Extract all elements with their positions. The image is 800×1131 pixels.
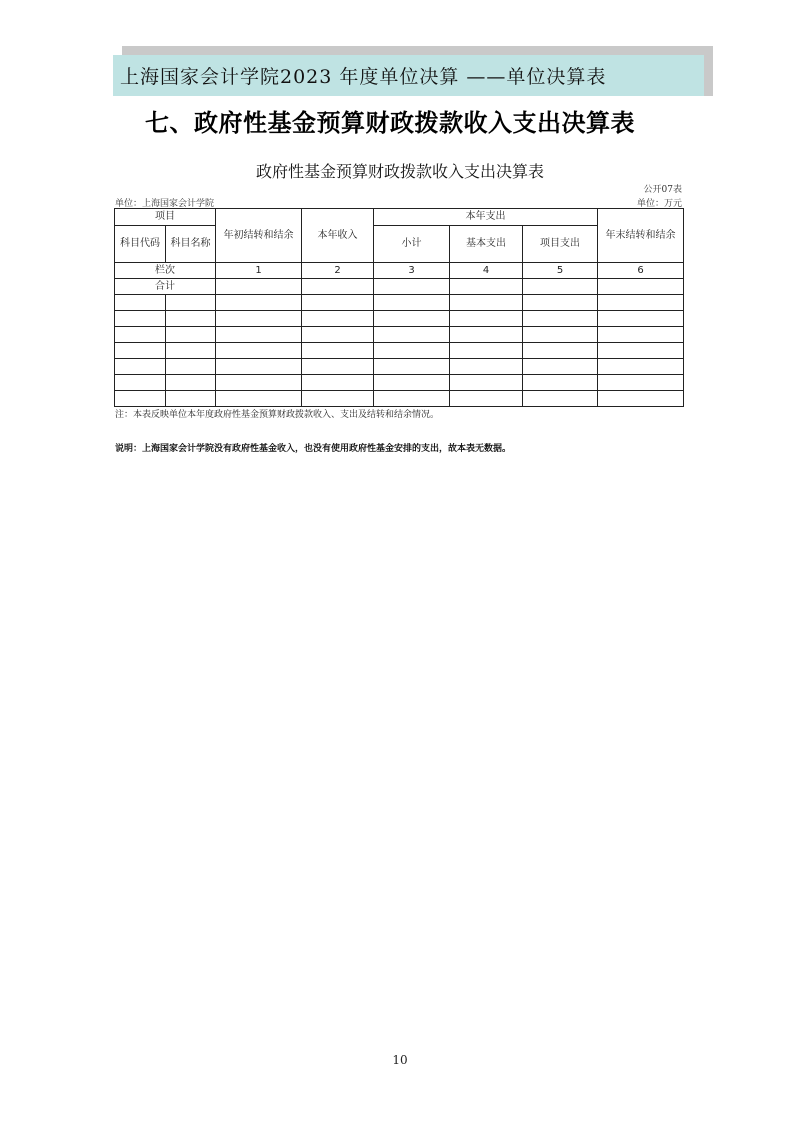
table-cell <box>302 391 374 407</box>
table-cell <box>374 343 450 359</box>
table-cell <box>166 295 216 311</box>
table-cell <box>115 359 166 375</box>
table-cell <box>115 327 166 343</box>
table-cell <box>523 375 598 391</box>
table-cell <box>374 327 450 343</box>
table-cell <box>450 343 523 359</box>
table-cell <box>374 359 450 375</box>
unit-currency: 单位：万元 <box>636 199 682 209</box>
table-cell <box>115 295 166 311</box>
header-subject-name: 科目名称 <box>166 226 216 263</box>
table-cell <box>450 375 523 391</box>
table-cell <box>216 295 302 311</box>
header-project-expense: 项目支出 <box>523 226 598 263</box>
header-opening-balance: 年初结转和结余 <box>216 209 302 263</box>
table-cell <box>523 343 598 359</box>
table-cell <box>216 359 302 375</box>
table-cell <box>115 375 166 391</box>
table-cell <box>598 343 684 359</box>
table-cell <box>523 279 598 295</box>
table-cell <box>374 375 450 391</box>
table-cell <box>374 391 450 407</box>
table-row <box>115 311 684 327</box>
table-cell <box>115 343 166 359</box>
table-cell <box>598 279 684 295</box>
table-cell <box>115 391 166 407</box>
table-cell <box>302 311 374 327</box>
unit-organization: 单位：上海国家会计学院 <box>115 199 215 209</box>
table-code: 公开07表 <box>643 185 682 195</box>
table-cell <box>450 311 523 327</box>
table-cell <box>216 279 302 295</box>
table-cell <box>166 391 216 407</box>
table-cell <box>216 375 302 391</box>
table-cell <box>166 327 216 343</box>
table-cell <box>216 327 302 343</box>
table-cell <box>450 391 523 407</box>
total-label: 合计 <box>115 279 216 295</box>
header-subtotal: 小计 <box>374 226 450 263</box>
total-row <box>115 279 684 295</box>
section-title: 七、政府性基金预算财政拨款收入支出决算表 <box>145 109 635 137</box>
table-cell <box>523 327 598 343</box>
table-cell <box>523 391 598 407</box>
header-subject-code: 科目代码 <box>115 226 166 263</box>
table-cell <box>302 359 374 375</box>
column-number: 5 <box>523 263 598 279</box>
table-cell <box>115 311 166 327</box>
table-cell <box>166 375 216 391</box>
header-basic-expense: 基本支出 <box>450 226 523 263</box>
row-index-label: 栏次 <box>115 263 216 279</box>
table-row <box>115 391 684 407</box>
table-cell <box>216 311 302 327</box>
table-cell <box>166 359 216 375</box>
table-cell <box>450 327 523 343</box>
table-cell <box>216 391 302 407</box>
table-explanation: 说明：上海国家会计学院没有政府性基金收入，也没有使用政府性基金安排的支出，故本表无数据。 <box>115 444 512 454</box>
table-cell <box>216 343 302 359</box>
column-index-row <box>115 263 684 279</box>
header-row-1 <box>115 209 684 226</box>
table-cell <box>598 375 684 391</box>
table-cell <box>166 343 216 359</box>
table-cell <box>523 359 598 375</box>
header-current-expense: 本年支出 <box>374 209 598 226</box>
table-cell <box>302 375 374 391</box>
column-number: 2 <box>302 263 374 279</box>
table-row <box>115 343 684 359</box>
page-number: 10 <box>392 1053 408 1067</box>
column-number: 4 <box>450 263 523 279</box>
table-cell <box>450 279 523 295</box>
table-cell <box>523 295 598 311</box>
budget-table <box>114 208 684 407</box>
table-cell <box>598 391 684 407</box>
header-banner <box>113 55 704 96</box>
table-note: 注：本表反映单位本年度政府性基金预算财政拨款收入、支出及结转和结余情况。 <box>115 410 440 420</box>
table-cell <box>302 327 374 343</box>
table-cell <box>598 359 684 375</box>
banner-text: 上海国家会计学院2023 年度单位决算 ——单位决算表 <box>120 66 607 88</box>
table-cell <box>374 279 450 295</box>
table-cell <box>302 295 374 311</box>
table-row <box>115 359 684 375</box>
header-current-income: 本年收入 <box>302 209 374 263</box>
header-item: 项目 <box>115 209 216 226</box>
table-title: 政府性基金预算财政拨款收入支出决算表 <box>255 162 544 181</box>
column-number: 1 <box>216 263 302 279</box>
column-number: 6 <box>598 263 684 279</box>
table-cell <box>166 311 216 327</box>
header-closing-balance: 年末结转和结余 <box>598 209 684 263</box>
table-cell <box>374 295 450 311</box>
column-number: 3 <box>374 263 450 279</box>
table-row <box>115 327 684 343</box>
table-cell <box>302 279 374 295</box>
table-row <box>115 295 684 311</box>
table-cell <box>302 343 374 359</box>
table-cell <box>450 295 523 311</box>
table-row <box>115 375 684 391</box>
table-cell <box>523 311 598 327</box>
table-cell <box>598 327 684 343</box>
table-cell <box>598 295 684 311</box>
table-cell <box>450 359 523 375</box>
table-cell <box>598 311 684 327</box>
table-cell <box>374 311 450 327</box>
